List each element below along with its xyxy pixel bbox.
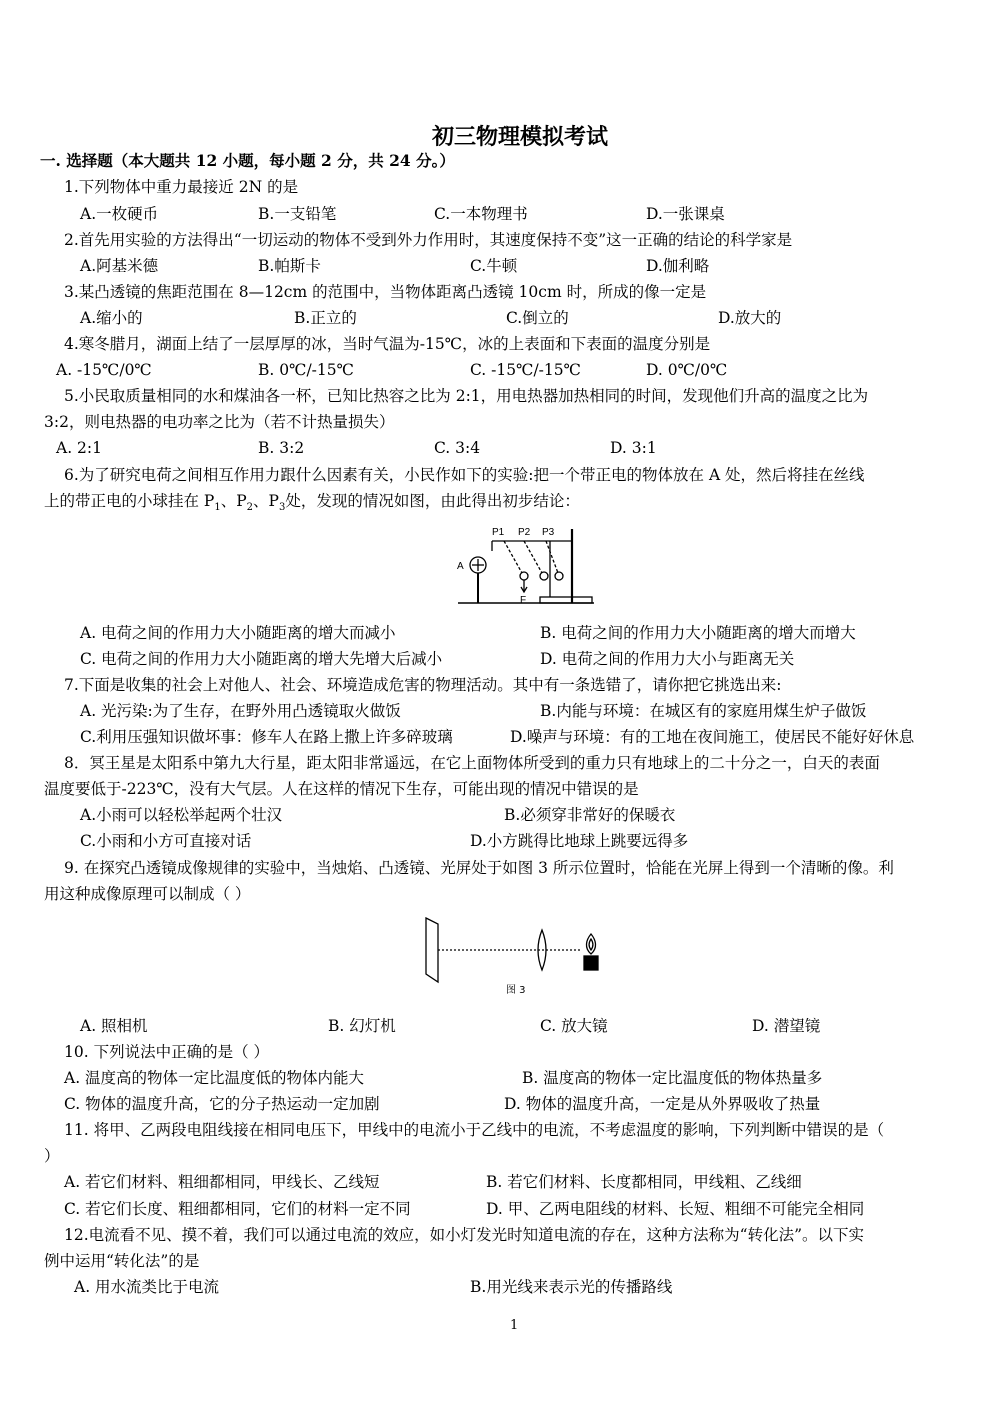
q6-sub2: 2: [246, 502, 254, 514]
page-title: 初三物理模拟考试: [432, 124, 609, 150]
question-7-stem: 7.下面是收集的社会上对他人、社会、环境造成危害的物理活动。其中有一条选错了，请你把它挑选出来:: [64, 676, 782, 694]
question-9-stem-line1: 9. 在探究凸透镜成像规律的实验中，当烛焰、凸透镜、光屏处于如图 3 所示位置时，恰能在光屏上得到一个清晰的像。利: [64, 859, 894, 877]
thread-p3: [546, 541, 558, 573]
q6-sep2: 、P: [253, 492, 279, 510]
q9-option-d: D. 潜望镜: [752, 1017, 821, 1035]
section-heading: 一. 选择题（本大题共 12 小题，每小题 2 分，共 24 分。）: [40, 151, 455, 170]
question-11-stem-line1: 11. 将甲、乙两段电阻线接在相同电压下，甲线中的电流小于乙线中的电流，不考虑温度的影响，下列判断中错误的是（: [64, 1121, 885, 1139]
q4-option-d: D. 0℃/0℃: [646, 361, 728, 379]
ball-p3: [555, 572, 563, 580]
q7-option-c: C.利用压强知识做坏事：修车人在路上撒上许多碎玻璃: [80, 728, 453, 746]
q4-option-b: B. 0℃/-15℃: [258, 361, 354, 379]
q12-option-a: A. 用水流类比于电流: [74, 1278, 220, 1296]
q10-option-a: A. 温度高的物体一定比温度低的物体内能大: [64, 1069, 365, 1087]
q7-option-b: B.内能与环境：在城区有的家庭用煤生炉子做饭: [540, 702, 867, 720]
q9-option-a: A. 照相机: [80, 1017, 148, 1035]
question-3-stem: 3.某凸透镜的焦距范围在 8—12cm 的范围中，当物体距离凸透镜 10cm 时，所成的像一定是: [64, 283, 707, 301]
q3-option-b: B.正立的: [294, 309, 357, 327]
label-p2: P2: [518, 527, 531, 538]
q1-option-d: D.一张课桌: [646, 205, 725, 223]
q3-option-a: A.缩小的: [80, 309, 143, 327]
q11-option-a: A. 若它们材料、粗细都相同，甲线长、乙线短: [64, 1173, 380, 1191]
question-11-stem-line2: ）: [44, 1147, 60, 1165]
q1-option-a: A.一枚硬币: [80, 205, 159, 223]
lens-imaging-figure: [420, 912, 610, 984]
q6-option-c: C. 电荷之间的作用力大小随距离的增大先增大后减小: [80, 650, 443, 668]
q6-option-b: B. 电荷之间的作用力大小随距离的增大而增大: [540, 624, 856, 642]
q4-option-c: C. -15℃/-15℃: [470, 361, 581, 379]
q2-option-a: A.阿基米德: [80, 257, 159, 275]
question-9-stem-line2: 用这种成像原理可以制成（ ）: [44, 885, 251, 903]
label-a: A: [457, 561, 464, 572]
q12-option-b: B.用光线来表示光的传播路线: [470, 1278, 673, 1296]
q1-option-c: C.一本物理书: [434, 205, 528, 223]
question-4-stem: 4.寒冬腊月，湖面上结了一层厚厚的冰，当时气温为-15℃，冰的上表面和下表面的温度分别是: [64, 335, 711, 353]
light-screen: [426, 918, 438, 982]
q6-stem-pre: 上的带正电的小球挂在 P: [44, 492, 215, 510]
q8-option-c: C.小雨和小方可直接对话: [80, 832, 252, 850]
question-12-stem-line2: 例中运用“转化法”的是: [44, 1252, 200, 1270]
q10-option-d: D. 物体的温度升高，一定是从外界吸收了热量: [504, 1095, 821, 1113]
q9-option-c: C. 放大镜: [540, 1017, 608, 1035]
question-6-stem-line2: [44, 491, 580, 518]
ball-p1: [520, 572, 528, 580]
q11-option-c: C. 若它们长度、粗细都相同，它们的材料一定不同: [64, 1200, 411, 1218]
q3-option-c: C.倒立的: [506, 309, 569, 327]
label-p1: P1: [492, 527, 505, 538]
question-10-stem: 10. 下列说法中正确的是（ ）: [64, 1043, 270, 1061]
question-6-stem-line1: 6.为了研究电荷之间相互作用力跟什么因素有关，小民作如下的实验:把一个带正电的物体放在 A 处，然后将挂在丝线: [64, 466, 865, 484]
question-12-stem-line1: 12.电流看不见、摸不着，我们可以通过电流的效应，如小灯发光时知道电流的存在，这种方法称为“转化法”。以下实: [64, 1226, 865, 1244]
q10-option-b: B. 温度高的物体一定比温度低的物体热量多: [522, 1069, 823, 1087]
label-f: F: [520, 595, 527, 606]
question-8-stem-line2: 温度要低于-223℃，没有大气层。人在这样的情况下生存，可能出现的情况中错误的是: [44, 780, 639, 798]
q2-option-c: C.牛顿: [470, 257, 518, 275]
question-5-stem-line2: 3:2，则电热器的电功率之比为（若不计热量损失）: [44, 413, 395, 431]
q11-option-b: B. 若它们材料、长度都相同，甲线粗、乙线细: [486, 1173, 802, 1191]
q6-option-d: D. 电荷之间的作用力大小与距离无关: [540, 650, 795, 668]
q4-option-a: A. -15℃/0℃: [56, 361, 152, 379]
q1-option-b: B.一支铅笔: [258, 205, 337, 223]
q6-stem-post: 处，发现的情况如图，由此得出初步结论：: [285, 492, 580, 510]
q10-option-c: C. 物体的温度升高，它的分子热运动一定加剧: [64, 1095, 380, 1113]
q8-option-b: B.必须穿非常好的保暖衣: [504, 806, 676, 824]
question-2-stem: 2.首先用实验的方法得出“一切运动的物体不受到外力作用时，其速度保持不变”这一正确的结论的科学家是: [64, 231, 793, 249]
question-1-stem: 1.下列物体中重力最接近 2N 的是: [64, 178, 299, 196]
q6-sub3: 3: [278, 502, 286, 514]
question-8-stem-line1: 8．冥王星是太阳系中第九大行星，距太阳非常遥远，在它上面物体所受到的重力只有地球上的二十分之一，白天的表面: [64, 754, 880, 772]
q5-option-b: B. 3:2: [258, 439, 305, 457]
q8-option-a: A.小雨可以轻松举起两个壮汉: [80, 806, 283, 824]
question-5-stem-line1: 5.小民取质量相同的水和煤油各一杯，已知比热容之比为 2:1，用电热器加热相同的时间，发现他们升高的温度之比为: [64, 387, 869, 405]
stand-base: [540, 597, 592, 603]
q5-option-c: C. 3:4: [434, 439, 481, 457]
q3-option-d: D.放大的: [718, 309, 782, 327]
label-p3: P3: [542, 527, 555, 538]
q2-option-b: B.帕斯卡: [258, 257, 321, 275]
page-number: 1: [510, 1318, 519, 1333]
thread-p1: [504, 541, 522, 573]
thread-p2: [524, 541, 542, 573]
q6-option-a: A. 电荷之间的作用力大小随距离的增大而减小: [80, 624, 396, 642]
q9-option-b: B. 幻灯机: [328, 1017, 396, 1035]
q8-option-d: D.小方跳得比地球上跳要远得多: [470, 832, 689, 850]
q7-option-d: D.噪声与环境：有的工地在夜间施工，使居民不能好好休息: [510, 728, 915, 746]
ball-p2: [540, 572, 548, 580]
q5-option-d: D. 3:1: [610, 439, 657, 457]
figure-3-caption: 图 3: [506, 985, 526, 996]
q5-option-a: A. 2:1: [56, 439, 102, 457]
q2-option-d: D.伽利略: [646, 257, 710, 275]
charge-experiment-figure: [452, 521, 597, 609]
candle-holder: [584, 956, 598, 970]
q7-option-a: A. 光污染:为了生存，在野外用凸透镜取火做饭: [80, 702, 401, 720]
q11-option-d: D. 甲、乙两电阻线的材料、长短、粗细不可能完全相同: [486, 1200, 865, 1218]
q6-sep1: 、P: [220, 492, 247, 510]
q6-sub1: 1: [214, 502, 221, 514]
